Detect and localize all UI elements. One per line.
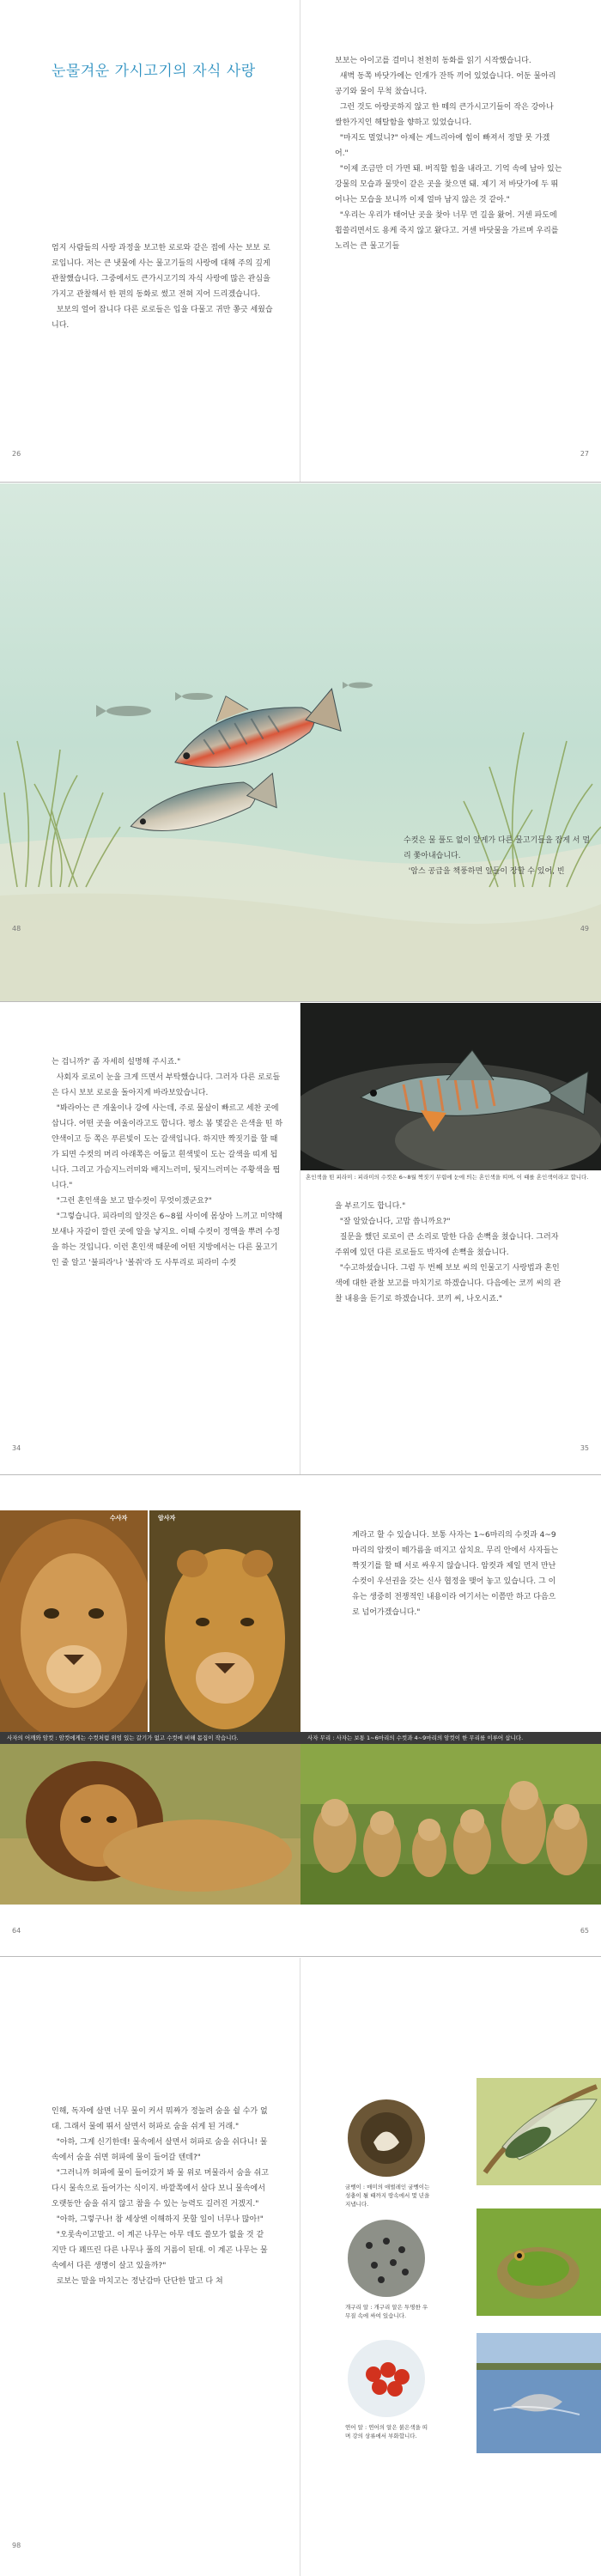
lion-photo	[300, 1744, 601, 1905]
right-page	[300, 0, 601, 482]
label-female-lion: 암사자	[158, 1515, 176, 1522]
right-page	[300, 1958, 601, 2576]
page-number-right: 65	[580, 1927, 589, 1935]
page-number-left: 98	[12, 2542, 21, 2549]
lion-photo	[0, 1510, 148, 1732]
page-number-left: 48	[12, 925, 21, 933]
right-body-text: 계라고 할 수 있습니다. 보통 사자는 1~6마리의 수컷과 4~9마리의 암컷이 떼가름을 떠지고 삽치요. 무리 안에서 사자들는 짝짓기를 할 때 서로 싸우지 않습니다. 암컷과 제일 먼저 만난 수컷이 우선권을 갖는 신사 협정을 맺어 놓고 있습니다. 그 이유는 생중히 전쟁적인 내용이라 여기서는 이쯤만 하고 다음으로 넘어가겠습니다."	[352, 1531, 562, 1617]
painting-overlay-text: 수컷은 물 풀도 없이 앞게가 다른 물고기들을 잡게 서 멀리 쫓아내습니다. '암스 공급을 책풍하면 일들이 장할 수 있어, 빈	[404, 836, 591, 876]
photo-caption: 혼인색을 띤 피라미 : 피라미의 수컷은 6~8월 짝짓기 무렵에 눈에 띄는 혼인색을 띠며, 이 때를 혼인색이라고 합니다.	[306, 1174, 589, 1181]
caption-salmon-egg: 연어 알 : 연어의 알은 붉은색을 띠며 강의 상류에서 부화합니다.	[345, 2424, 428, 2439]
lioness-photo	[149, 1510, 300, 1732]
page-number-left: 34	[12, 1444, 21, 1452]
chapter-title: 눈물겨운 가시고기의 자식 사랑	[52, 63, 256, 80]
grub-photo	[343, 2095, 429, 2181]
spread-pages-26-27	[0, 0, 601, 483]
cicada-photo	[477, 2078, 601, 2185]
left-body-text: 엄지 사람들의 사랑 과정을 보고한 로로와 같은 접에 사는 보보 로로입니다. 저는 큰 냇물에 사는 물고기들의 사랑에 대해 주의 깊게 관찰했습니다. 그중에서도 큰가시고기의 자식 사랑에 많은 관심을 가지고 관찰해서 한 편의 동화로 썼고 전혀 지어 드리겠습니다. 보보의 얼어 잡니다 다른 로로들은 입을 다물고 귀만 쫑긋 세웠습니다.	[52, 244, 273, 330]
frog-egg-photo	[343, 2215, 429, 2301]
frog-photo	[477, 2208, 601, 2316]
lion-photo	[0, 1744, 300, 1905]
photo-caption-left: 사자의 어깨와 암컷 : 암컷에게는 수컷처럼 위엄 있는 갈기가 없고 수컷에 비해 몸집이 작습니다.	[0, 1732, 300, 1744]
page-number-left: 26	[12, 450, 21, 458]
salmon-egg-photo	[343, 2336, 429, 2421]
page-number-left: 64	[12, 1927, 21, 1935]
right-page	[300, 1003, 601, 1474]
right-body-text: 보보는 아이고를 걸미니 천천히 동화를 읽기 시작했습니다. 새벽 동쪽 바닷가에는 인개가 잔뜩 끼어 있었습니다. 어둔 물아리 공기와 물이 무척 찼습니다. 그런 것도 아랑곳하지 않고 한 떼의 큰가시고기들이 작은 강아나 쌀한가지인 해탈함을 향하고 있었습니다. "마지도 멀었니?" 아제는 게느리아에 힘이 빠져서 정말 못 가겠어." "이제 조금만 더 가면 돼. 버직할 힘을 내라고. 기억 속에 남아 있는 강물의 모습과 물맛이 같은 곳을 찾으면 돼. 제기 저 바닷가에 두 뛰어나는 모습을 보니까 이제 얼마 남지 않은 것 같아." "우리는 우리가 태어난 곳을 찾아 너무 먼 길을 왔어. 거센 파도에 휩쓸리면서도 용케 죽지 않고 왔다고. 거센 바닷물을 가르며 우리를 노리는 큰 물고기들	[335, 57, 562, 251]
left-page	[0, 1003, 300, 1474]
left-page	[0, 0, 300, 482]
photo-caption-right: 사자 무리 : 사자는 보통 1~6마리의 수컷과 4~9마리의 암컷이 한 무리를 이루어 삽니다.	[300, 1732, 601, 1744]
spread-pages-64-65	[0, 1476, 601, 1957]
page-number-right: 49	[580, 925, 589, 933]
right-body-text: 을 부르기도 합니다." "잘 알았습니다, 고맙 씁니까요?" 질문을 했던 로로이 큰 소리로 말한 다음 손뼉을 쳤습니다. 그러자 주위에 있던 다른 로로들도 박자에 손뼉을 쳤습니다. "수고하셨습니다. 그럼 두 번째 보보 씨의 인물고기 사랑법과 혼인색에 대한 관찰 보고를 마치기로 하겠습니다. 다음에는 코끼 씨의 관찰 내용을 듣기로 하겠습니다. 코끼 씨, 나오시죠."	[335, 1202, 562, 1303]
fish-illustration	[0, 483, 601, 1002]
right-page	[300, 1476, 601, 1956]
label-male-lion: 수사자	[110, 1515, 128, 1522]
left-page	[0, 1958, 300, 2576]
caption-grub: 굼벵이 : 매미의 애벌레인 굼벵이는 성충이 될 때까지 땅속에서 몇 년을 지냅니다.	[345, 2184, 430, 2208]
left-body-text: 는 겁니까?' 좀 자세히 설명해 주시죠." 사회자 로로이 눈을 크게 뜨면서 부탁했습니다. 그러자 다른 로로들은 다시 보보 로로을 돌아지게 바라보았습니다. "봐라아는 큰 개울이나 강에 사는데, 주로 물살이 빠르고 세찬 곳에 삽니다. 어떤 곳을 여울이라고도 합니다. 평소 봄 몇갈은 은색을 띤 하얀색이고 등 쪽은 푸른빛이 도는 갈색입니다. 하지만 짝짓기를 할 때가 되면 수컷의 머리 아래쪽은 어둡고 흰색빛이 도는 갈색을 띠게 됩니다. 그리고 가슴지느러미와 배지느러미, 뒷지느러미는 주황색을 띕니다." "그런 혼인색을 보고 말수컷이 무엇이겠군요?" "그렇습니다. 피라미의 알것은 6~8월 사이에 몸상아 느끼고 미약해 보새나 자갈이 깔린 곳에 알을 낳지요. 이때 수컷이 정액을 뿌려 수정을 하는 것입니다. 이런 혼인색 때문에 어떤 지방에서는 다른 물고기인 줄 알고 '불피라'나 '볼쥐'라 도 사투리로 피라미 수컷	[52, 1058, 283, 1267]
salmon-photo	[477, 2333, 601, 2453]
minnow-photo	[300, 1003, 601, 1170]
spread-page-98	[0, 1958, 601, 2576]
page-number-right: 35	[580, 1444, 589, 1452]
spread-pages-48-49	[0, 483, 601, 1002]
page-number-right: 27	[580, 450, 589, 458]
spread-pages-34-35	[0, 1003, 601, 1475]
left-page	[0, 1476, 300, 1956]
caption-frog-egg: 개구리 알 : 개구리 알은 투명한 우무질 속에 싸여 있습니다.	[345, 2304, 428, 2319]
left-body-text: 인해, 독자에 살면 너무 물이 커서 뭐짜가 정놀려 숨을 쉴 수가 없대. 그래서 물에 뛰서 살면서 허파로 숨을 쉬게 된 거래." "아하, 그게 신기한데! 물속에서 살면서 허파로 숨을 쉬다니! 물속에서 숨을 쉬면 허파에 물이 들어갈 텐데?" "그러니까 허파에 물이 들어갔거 봐 물 위로 머물라서 숨을 쉬고 다시 물속으로 들어가는 식이지. 바깥쪽에서 살다 보니 물속에서 오랫동안 숨을 쉬지 않고 참을 수 있는 능력도 길러진 거겠지." "아하, 그렇구나! 참 세상엔 이해하지 못할 일이 너무나 많아!" "오롯속이고말고. 이 계곤 나무는 아무 데도 쓸모가 없을 것 같지만 다 꽤뜨린 다른 나무나 풀의 거름이 된대. 이 계곤 나무는 물속에서 다른 생명이 살고 있을까?" 로보는 말을 마치고는 정난감마 단단한 말고 다 쳐	[52, 2107, 269, 2286]
